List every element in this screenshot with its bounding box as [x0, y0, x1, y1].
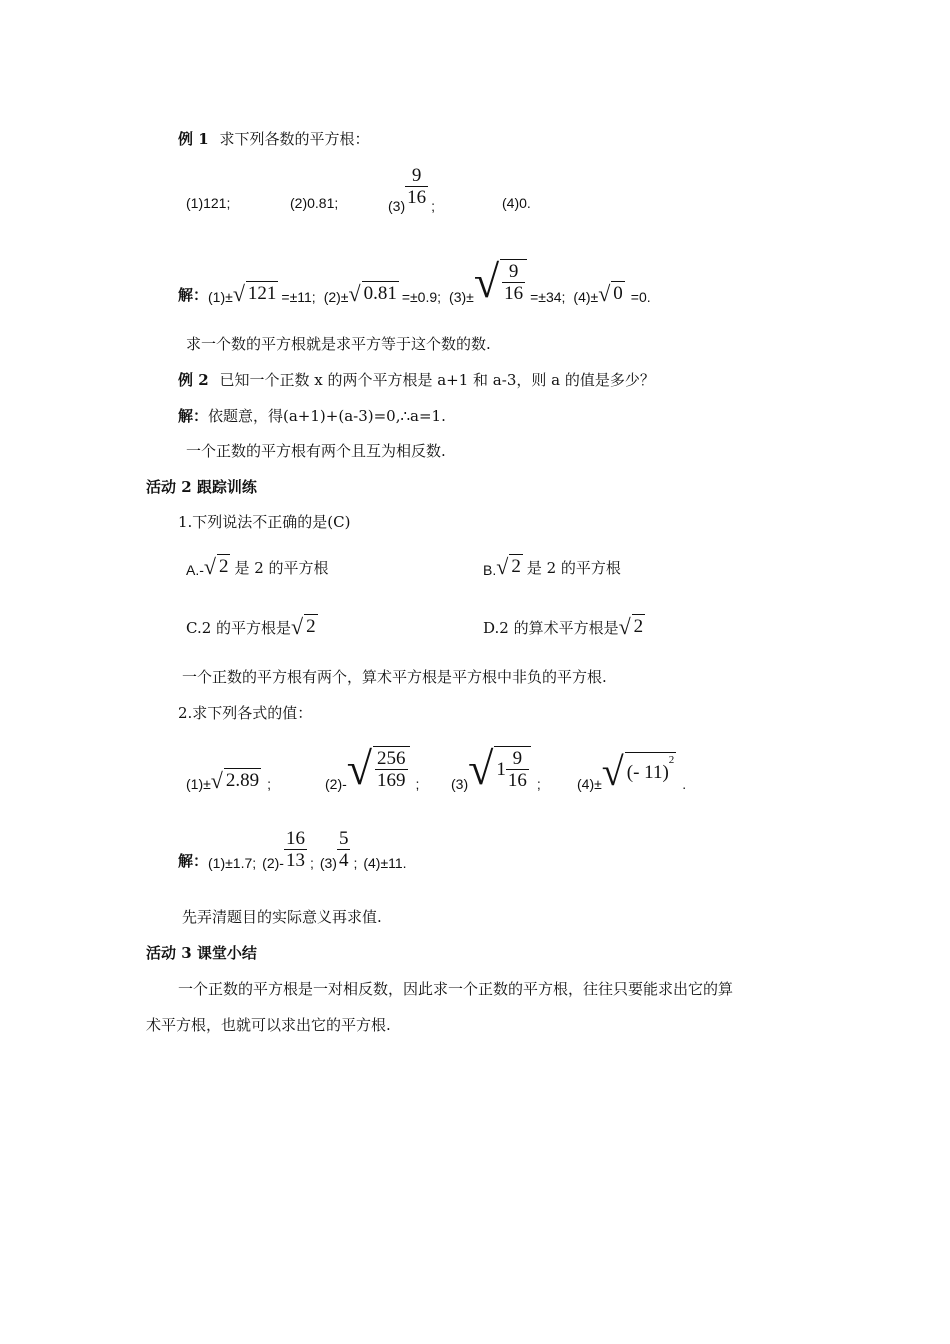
- example1-solution: 解： (1)± √ 121 =±11; (2)± √ 0.81 =±0.9; (3)± √ $\frac{9}{16}$ =±34; (4)± √ 0 =0.: [178, 256, 651, 307]
- example2-solution: 解：依题意，得(a+1)+(a-3)=0,∴a=1.: [178, 407, 446, 425]
- sqrt-1-9-16: √ 1 $\frac{9}{16}$: [468, 746, 531, 792]
- example1-item1: (1)121;: [186, 195, 231, 211]
- q2-item2: (2)- √ $\frac{256}{169}$ ;: [325, 743, 420, 794]
- option-b: B. √ 2 是 2 的平方根: [483, 554, 621, 579]
- activity2-title: 活动 2 跟踪训练: [146, 478, 257, 496]
- activity2-note1: 一个正数的平方根有两个，算术平方根是平方根中非负的平方根.: [182, 668, 607, 686]
- sqrt-minus-11-squared: √ (- 11) $^2$: [601, 749, 675, 794]
- sqrt-2: √ 2: [203, 554, 229, 579]
- example1-note: 求一个数的平方根就是求平方等于这个数的数.: [186, 335, 491, 353]
- fraction-9-16: $\frac{9}{16}$: [407, 165, 427, 208]
- sqrt-256-over-169: √ $\frac{256}{169}$: [347, 746, 410, 792]
- question1: 1.下列说法不正确的是(C): [178, 513, 351, 531]
- sqrt-2: √ 2: [618, 614, 644, 639]
- option-d: D.2 的算术平方根是 √ 2: [483, 614, 644, 639]
- example2-note: 一个正数的平方根有两个且互为相反数.: [186, 442, 446, 460]
- example1-item2: (2)0.81;: [290, 195, 339, 211]
- summary-line2: 术平方根，也就可以求出它的平方根.: [146, 1016, 391, 1034]
- example2-text: 已知一个正数 x 的两个平方根是 a+1 和 a-3，则 a 的值是多少？: [219, 371, 655, 389]
- summary-line1: 一个正数的平方根是一对相反数，因此求一个正数的平方根，往往只要能求出它的算: [178, 980, 734, 998]
- q2-item3: (3) √ 1 $\frac{9}{16}$ ;: [451, 743, 541, 794]
- q2-item1: (1)± √ 2.89 ;: [186, 768, 272, 793]
- example2-heading: [178, 369, 655, 390]
- sqrt-2: √ 2: [496, 554, 521, 579]
- example2-label: 例 2: [178, 371, 209, 389]
- option-c: C.2 的平方根是 √ 2: [186, 614, 316, 639]
- sqrt-0-81: √ 0.81: [348, 281, 397, 306]
- q2-solution: 解： (1)±1.7; (2)- $\frac{16}{13}$ ; (3) $\frac{5}{4}$ ; (4)±11.: [178, 828, 407, 872]
- example1-item4: (4)0.: [502, 195, 531, 211]
- activity3-title: 活动 3 课堂小结: [146, 944, 257, 962]
- example1-heading: [178, 128, 369, 149]
- option-a: A.- √ 2 是 2 的平方根: [186, 554, 329, 579]
- sqrt-121: √ 121: [232, 281, 277, 306]
- fraction-16-13: $\frac{16}{13}$: [285, 828, 305, 872]
- fraction-5-4: $\frac{5}{4}$: [338, 828, 349, 872]
- question2: 2.求下列各式的值：: [178, 704, 313, 722]
- sqrt-2: √ 2: [291, 614, 316, 639]
- example1-text: 求下列各数的平方根：: [219, 130, 370, 148]
- q2-item4: (4)± √ (- 11) $^2$ .: [577, 749, 687, 794]
- example1-item3: (3) $\frac{9}{16}$ ;: [388, 165, 436, 214]
- solution-label: 解：: [178, 286, 209, 304]
- sqrt-9-over-16: √ $\frac{9}{16}$: [474, 259, 527, 305]
- example1-label: 例 1: [178, 130, 209, 148]
- sqrt-0: √ 0: [598, 281, 623, 306]
- sqrt-2-89: √ 2.89: [210, 768, 260, 793]
- activity2-note2: 先弄清题目的实际意义再求值.: [182, 908, 382, 926]
